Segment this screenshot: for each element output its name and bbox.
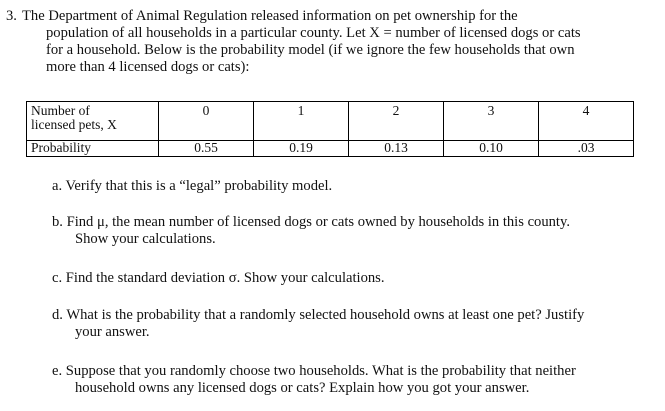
table-row-probability — [27, 141, 634, 157]
problem-number: 3. — [6, 8, 17, 24]
x-value-cell: 4 — [539, 102, 634, 141]
part-b-line1: b. Find μ, the mean number of licensed dogs or cats owned by households in this county. — [52, 214, 570, 230]
part-a-text: a. Verify that this is a “legal” probability model. — [52, 178, 333, 194]
part-d-line2: your answer. — [75, 323, 150, 340]
part-a — [52, 178, 652, 195]
row-header-x-line1: Number of — [31, 103, 90, 118]
part-b-line2: Show your calculations. — [75, 230, 216, 247]
part-c — [52, 270, 652, 287]
part-d — [52, 307, 652, 340]
x-value-cell: 3 — [444, 102, 539, 141]
part-e-line1: e. Suppose that you randomly choose two households. What is the probability that neither — [52, 363, 576, 379]
part-b — [52, 214, 652, 247]
probability-cell: 0.13 — [349, 141, 444, 157]
row-header-x-line2: licensed pets, X — [31, 117, 117, 132]
intro-line-1: The Department of Animal Regulation released information on pet ownership for the — [22, 8, 518, 24]
probability-table — [26, 101, 634, 157]
probability-cell: 0.19 — [254, 141, 349, 157]
x-value-cell: 0 — [159, 102, 254, 141]
row-header-x — [27, 102, 159, 141]
part-e — [52, 363, 652, 396]
x-value-cell: 1 — [254, 102, 349, 141]
x-value-cell: 2 — [349, 102, 444, 141]
row-header-probability: Probability — [27, 141, 159, 157]
part-e-line2: household owns any licensed dogs or cats? Explain how you got your answer. — [75, 379, 530, 396]
probability-cell: .03 — [539, 141, 634, 157]
probability-cell: 0.10 — [444, 141, 539, 157]
part-d-line1: d. What is the probability that a randomly selected household owns at least one pet? Justify — [52, 307, 585, 323]
intro-line-4: more than 4 licensed dogs or cats): — [46, 59, 250, 75]
intro-line-2: population of all households in a particular county. Let X = number of licensed dogs or cats — [46, 25, 581, 41]
probability-cell: 0.55 — [159, 141, 254, 157]
table-row-x — [27, 102, 634, 141]
part-c-text: c. Find the standard deviation σ. Show your calculations. — [52, 270, 385, 286]
intro-line-3: for a household. Below is the probability model (if we ignore the few households that own — [46, 42, 575, 58]
